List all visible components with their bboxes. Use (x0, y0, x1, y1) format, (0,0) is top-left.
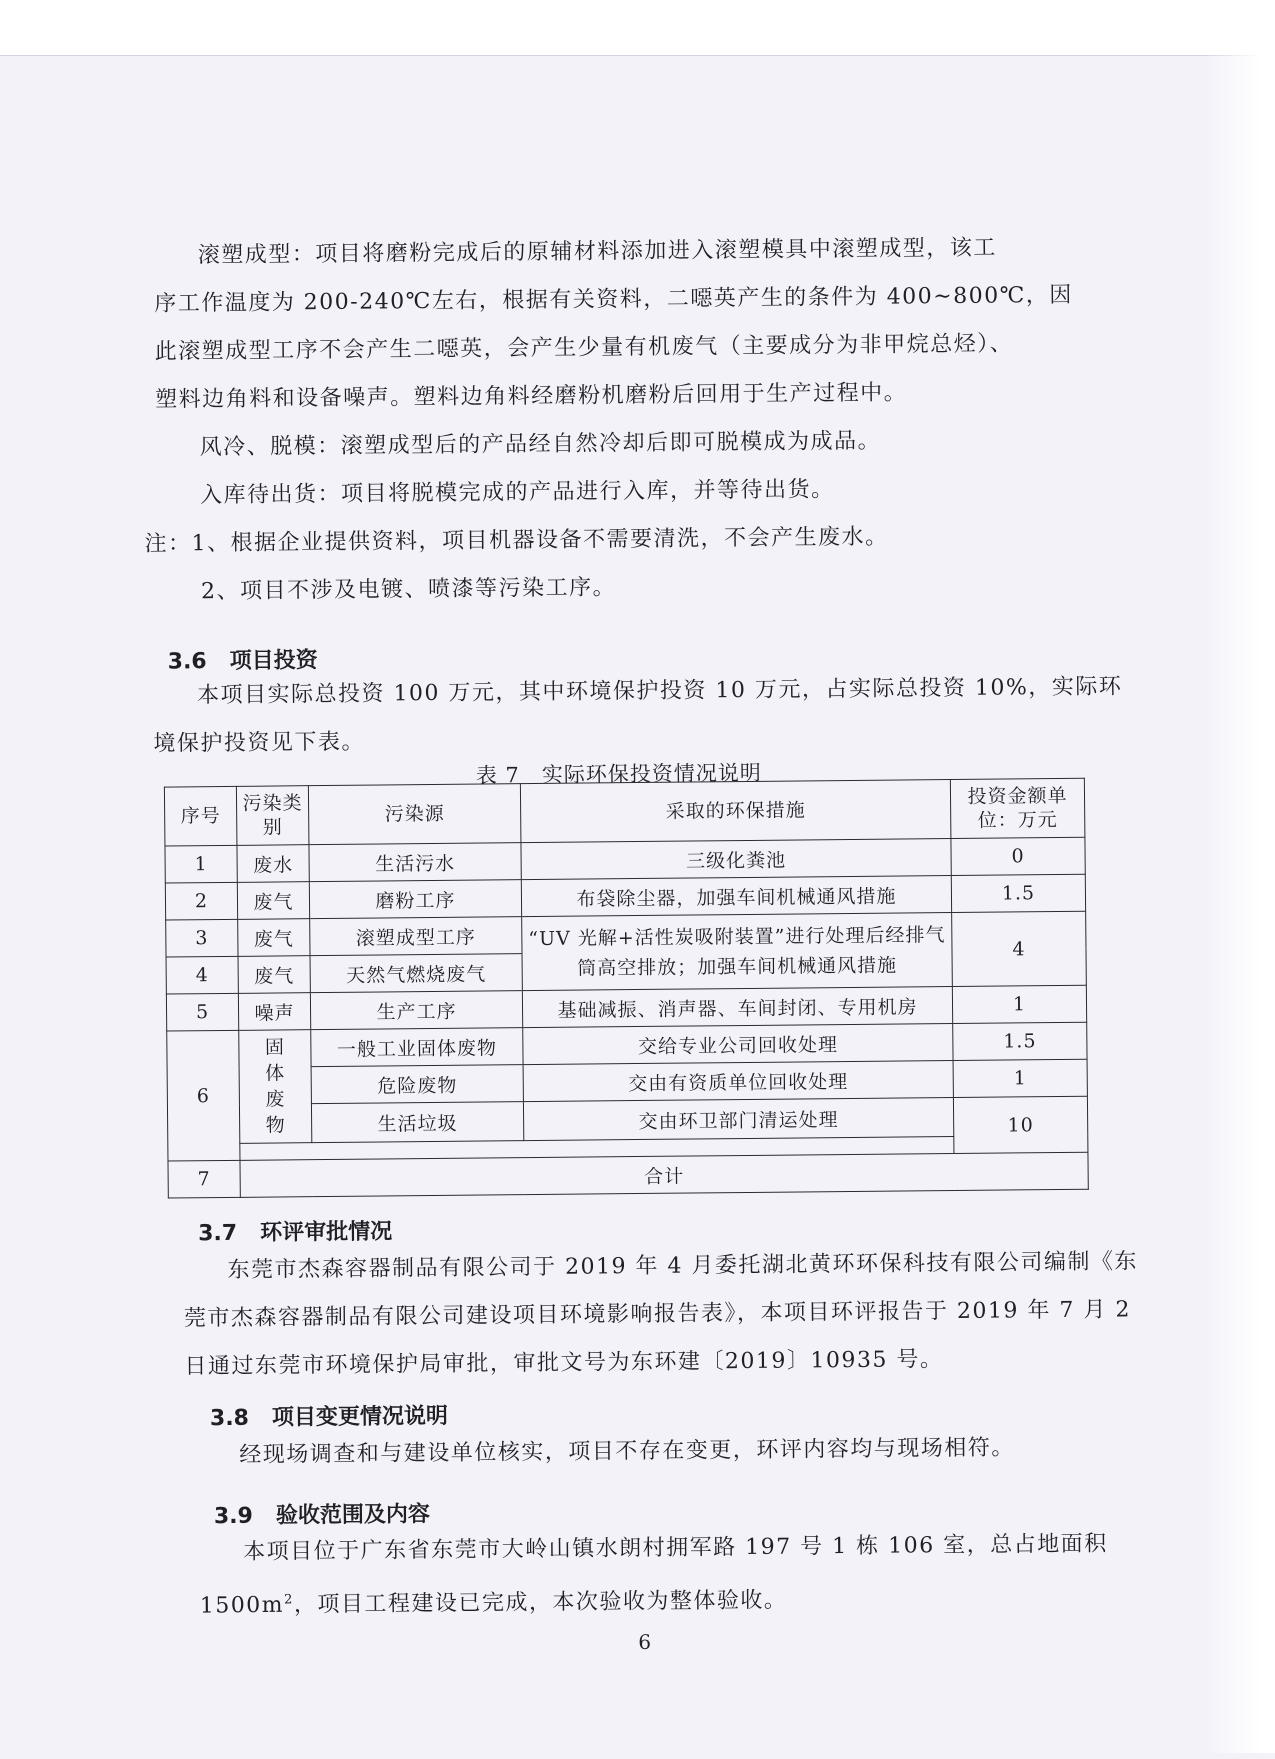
cell-seq: 7 (168, 1160, 240, 1198)
cell-total-label: 合计 (240, 1152, 1088, 1197)
text-line: 滚塑成型：项目将磨粉完成后的原辅材料添加进入滚塑模具中滚塑成型，该工 (197, 235, 997, 269)
cell-amount: 1 (953, 1059, 1087, 1097)
header-seq: 序号 (164, 786, 237, 846)
text-line: 风冷、脱模：滚塑成型后的产品经自然冷却后即可脱模成为成品。 (199, 428, 882, 461)
cell-amount: 4 (952, 911, 1087, 986)
table-total-row (168, 1152, 1088, 1198)
section-heading-3-7 (198, 1214, 392, 1247)
cell-measure: 三级化粪池 (521, 839, 951, 880)
cell-measure: 布袋除尘器，加强车间机械通风措施 (521, 876, 951, 917)
table-header-row (164, 778, 1085, 846)
cell-seq: 6 (167, 1030, 240, 1161)
text-fragment: ，项目工程建设已完成，本次验收为整体验收。 (293, 1587, 788, 1618)
section-heading-3-9 (214, 1497, 430, 1530)
text-line: 东莞市杰森容器制品有限公司于 2019 年 4 月委托湖北黄环环保科技有限公司编制《东 (227, 1249, 1139, 1283)
section-number: 3.6 (167, 649, 207, 675)
process-paragraph (144, 224, 1078, 617)
approval-paragraph (183, 1238, 1139, 1391)
header-source: 污染源 (308, 784, 521, 845)
cell-amount: 0 (951, 837, 1085, 875)
cell-category: 固体废物 (239, 1030, 312, 1144)
section-title: 环评审批情况 (260, 1219, 393, 1246)
cell-category: 废气 (238, 956, 310, 994)
table-row (166, 911, 1086, 957)
section-title: 验收范围及内容 (275, 1502, 431, 1529)
cell-source: 天然气燃烧废气 (310, 954, 522, 993)
section-title: 项目变更情况说明 (271, 1403, 449, 1431)
section-title: 项目投资 (229, 648, 318, 674)
header-measure: 采取的环保措施 (520, 780, 951, 843)
note-line: 注：1、根据企业提供资料，项目机器设备不需要清洗，不会产生废水。 (144, 524, 889, 557)
text-line: 序工作温度为 200-240℃左右，根据有关资料，二噁英产生的条件为 400~800℃，因 (154, 282, 1073, 317)
cell-measure: 交由有资质单位回收处理 (523, 1061, 953, 1102)
cell-measure: 交给专业公司回收处理 (523, 1024, 953, 1065)
cell-amount: 1 (952, 985, 1086, 1023)
cell-source: 磨粉工序 (309, 880, 521, 919)
text-line: 此滚塑成型工序不会产生二噁英，会产生少量有机废气（主要成分为非甲烷总烃）、 (154, 331, 1014, 365)
header-amount: 投资金额单位：万元 (950, 778, 1085, 838)
cell-amount: 1.5 (951, 874, 1085, 912)
cell-source: 一般工业固体废物 (311, 1028, 523, 1067)
section-number: 3.9 (213, 1503, 254, 1530)
investment-paragraph (153, 664, 1123, 769)
cell-source: 生活污水 (309, 843, 521, 882)
cell-measure: 基础减振、消声器、车间封闭、专用机房 (522, 987, 952, 1028)
change-paragraph (195, 1423, 1135, 1480)
cell-amount: 1.5 (953, 1022, 1087, 1060)
note-line: 2、项目不涉及电镀、喷漆等污染工序。 (200, 575, 617, 605)
text-line: 境保护投资见下表。 (153, 729, 366, 757)
area-value: 1500m (199, 1592, 285, 1619)
cell-category: 废气 (238, 919, 310, 957)
section-heading-3-8 (210, 1399, 448, 1432)
text-line: 莞市杰森容器制品有限公司建设项目环境影响报告表》，本项目环评报告于 2019 年 7 月 2 (183, 1297, 1132, 1332)
cell-source: 生活垃圾 (311, 1102, 523, 1143)
header-category: 污染类别 (236, 786, 309, 846)
area-unit-exponent: 2 (283, 1592, 294, 1608)
cell-measure: “UV 光解+活性炭吸附装置”进行处理后经排气筒高空排放；加强车间机械通风措施 (522, 913, 953, 991)
text-line (199, 1568, 1139, 1630)
investment-table (164, 778, 1089, 1199)
cell-seq: 3 (166, 919, 238, 957)
cell-category: 噪声 (238, 993, 310, 1031)
cell-amount: 10 (953, 1096, 1088, 1153)
cell-source: 危险废物 (311, 1065, 523, 1104)
cell-category: 废气 (237, 882, 309, 920)
text-line: 经现场调查和与建设单位核实，项目不存在变更，环评内容均与现场相符。 (239, 1435, 1015, 1468)
cell-seq: 2 (165, 882, 237, 920)
cell-seq: 1 (165, 845, 237, 883)
table-caption: 表 7 实际环保投资情况说明 (475, 760, 762, 788)
cell-category: 废水 (237, 845, 309, 883)
section-number: 3.7 (198, 1220, 238, 1247)
cell-seq: 4 (166, 956, 238, 994)
text-line: 塑料边角料和设备噪声。塑料边角料经磨粉机磨粉后回用于生产过程中。 (155, 380, 908, 413)
text-line: 本项目实际总投资 100 万元，其中环境保护投资 10 万元，占实际总投资 10%，实际环 (196, 674, 1123, 709)
text-line: 本项目位于广东省东莞市大岭山镇水朗村拥军路 197 号 1 栋 106 室，总占地面积 (243, 1531, 1108, 1565)
text-line: 日通过东莞市环境保护局审批，审批文号为东环建〔2019〕10935 号。 (184, 1347, 944, 1380)
section-number: 3.8 (209, 1405, 250, 1432)
cell-source: 滚塑成型工序 (310, 917, 522, 956)
cell-seq: 5 (166, 993, 238, 1031)
cell-source: 生产工序 (310, 991, 522, 1030)
scope-paragraph (199, 1520, 1140, 1630)
cell-measure: 交由环卫部门清运处理 (523, 1098, 953, 1141)
text-line: 入库待出货：项目将脱模完成的产品进行入库，并等待出货。 (199, 477, 835, 509)
page-number: 6 (638, 1629, 652, 1655)
